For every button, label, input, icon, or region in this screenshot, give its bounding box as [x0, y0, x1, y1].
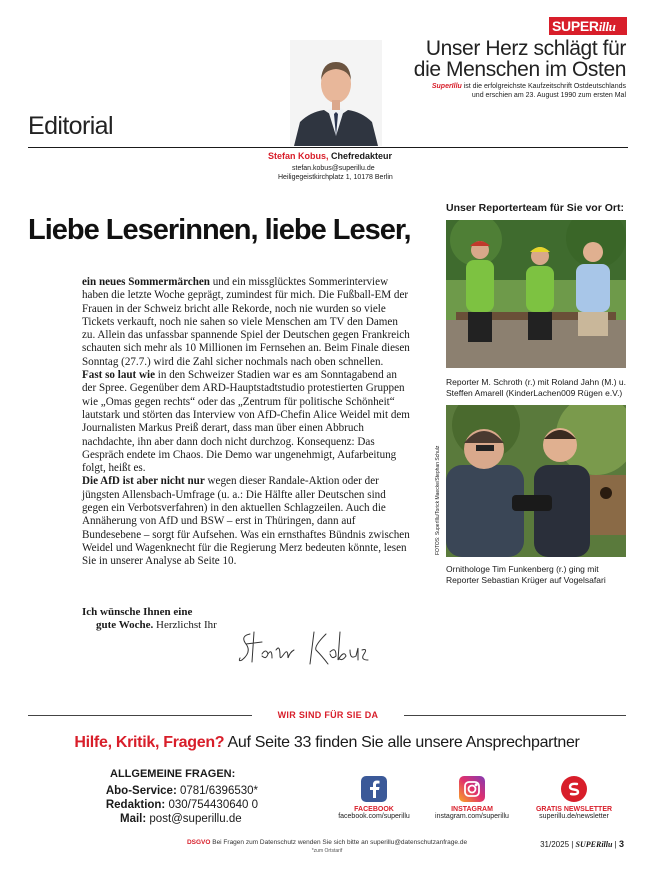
paragraph-2-lead: Fast so laut wie — [82, 369, 156, 382]
footer-brand: SUPERillu — [575, 840, 613, 849]
closing-bold: gute Woche. — [96, 619, 154, 631]
editor-role: Chefredakteur — [328, 151, 393, 161]
editor-name-line — [268, 151, 392, 162]
reporter-photo-1 — [446, 220, 626, 368]
mail-contact — [80, 812, 258, 827]
paragraph-3-text: wegen dieser Randale-Aktion oder der jüngsten Allensbach-Umfrage (u. a.: Die Hälfte aller Deutschen sind gegen ein Verbotsverfahren) in den aktuellen Schlagzeilen. Auch die Annäherung von AfD und BSW – erst in Thüringen, dann auf Bundesebene – sorgt für Aufsehen. Was ein ernsthaftes Bündnis zwischen Weidel und Wagenknecht für die Regierung Merz bedeuten könnte, lesen Sie in unserer Analyse ab Seite 10. — [82, 475, 410, 568]
abo-phone[interactable]: 0781/6396530* — [176, 785, 258, 797]
superillu-logo — [549, 17, 627, 35]
banner-rule-left — [28, 715, 252, 716]
photo-caption-2: Ornithologe Tim Funkenberg (r.) ging mit Reporter Sebastian Krüger auf Vogelsafari — [446, 564, 606, 585]
header-rule — [28, 147, 628, 148]
section-title: Editorial — [28, 112, 113, 140]
help-line-red: Hilfe, Kritik, Fragen? — [74, 734, 225, 751]
editorial-body — [82, 276, 412, 569]
tagline — [376, 82, 626, 100]
editor-name: Stefan Kobus, — [268, 151, 329, 161]
dsgvo-text: Bei Fragen zum Datenschutz wenden Sie sich bitte an superillu@datenschutzanfrage.de — [210, 839, 468, 846]
newsletter-label: GRATIS NEWSLETTER — [535, 806, 613, 813]
slogan — [366, 38, 626, 80]
redaktion-phone[interactable]: 030/754430640 0 — [165, 799, 258, 811]
abo-service — [80, 784, 258, 799]
redaktion-label: Redaktion: — [105, 799, 166, 811]
editor-email[interactable]: stefan.kobus@superillu.de — [292, 165, 375, 172]
mail-label: Mail: — [120, 813, 147, 825]
newsletter-link[interactable] — [529, 776, 619, 820]
newsletter-icon — [561, 776, 587, 802]
headline: Liebe Leserinnen, liebe Leser, — [28, 214, 411, 246]
photo-credit — [434, 425, 444, 555]
newsletter-url[interactable]: superillu.de/newsletter — [539, 813, 609, 820]
paragraph-3-lead: Die AfD ist aber nicht nur — [82, 475, 205, 488]
logo-super-text: SUPER — [552, 18, 599, 34]
slogan-line-2: die Menschen im Osten — [413, 58, 626, 81]
paragraph-2 — [82, 369, 412, 475]
tagline-brand: SuperIllu — [431, 83, 462, 90]
general-questions-heading: ALLGEMEINE FRAGEN: — [110, 768, 236, 780]
tagline-text-2: und erschien am 23. August 1990 zum ersten Mal — [471, 92, 626, 99]
instagram-label: INSTAGRAM — [451, 806, 493, 813]
paragraph-3 — [82, 475, 412, 568]
instagram-icon — [459, 776, 485, 802]
photo-caption-1: Reporter M. Schroth (r.) mit Roland Jahn (M.) u. Steffen Amarell (KinderLachen009 Rügen e.V.) — [446, 377, 626, 398]
redaktion-contact — [80, 798, 258, 813]
editor-portrait — [290, 40, 382, 146]
footer-separator: | — [569, 840, 576, 849]
issue-number: 31/2025 — [540, 840, 570, 849]
contact-banner: WIR SIND FÜR SIE DA — [277, 710, 379, 720]
page-number: 3 — [618, 839, 624, 849]
facebook-icon — [361, 776, 387, 802]
abo-label: Abo-Service: — [105, 785, 177, 797]
dsgvo-label: DSGVO — [186, 839, 211, 846]
paragraph-1-text: und ein missglücktes Sommerinterview haben die letzte Woche geprägt, zumindest für mich. Die Fußball-EM der Frauen in der Schweiz bricht alle Rekorde, noch nie wurden so viele Tickets verkauft, noch nie sahen so viele Menschen am TV den Damen zu. Allein das unfassbar spannende Spiel der Deutschen gegen Frankreich schauten sich mehr als 10 Millionen im Fernsehen an. Beim Finale diesen Sonntag (27.7.) wird die Zahl sicher nochmals nach oben schnellen. — [82, 276, 410, 368]
banner-rule-right — [404, 715, 626, 716]
facebook-label: FACEBOOK — [354, 806, 394, 813]
help-line-text: Auf Seite 33 finden Sie alle unsere Ansprechpartner — [224, 734, 580, 751]
slogan-line-1: Unser Herz schlägt für — [425, 37, 626, 60]
reporter-photo-2 — [446, 405, 626, 557]
facebook-link[interactable] — [329, 776, 419, 820]
closing-line-1: Ich wünsche Ihnen eine — [82, 606, 193, 618]
paragraph-1-lead: ein neues Sommermärchen — [82, 276, 210, 288]
instagram-url[interactable]: instagram.com/superillu — [435, 813, 509, 820]
paragraph-2-text: in den Schweizer Stadien war es am Sonntagabend an der Spree. Gegenüber dem ARD-Hauptstadtstudio protestierten Gruppen wie „Omas gegen rechts“ oder das „Zentrum für politische Schönheit“ lautstark und störten das Interview von AfD-Chefin Alice Weidel mit dem Journalisten Markus Preiß derart, dass man über einen Abbruch nachdachte, ihn aber dann doch nicht durchzog. Konsequenz: Das Gespräch endete im Chaos. Die Demo war ungenehmigt, Aufarbeitung folgt, heißt es. — [82, 369, 410, 475]
tagline-text-1: ist die erfolgreichste Kaufzeitschrift Ostdeutschlands — [461, 83, 626, 90]
editor-address: Heiligegeistkirchplatz 1, 10178 Berlin — [278, 174, 393, 181]
closing-rest: Herzlichst Ihr — [153, 619, 217, 631]
closing — [82, 606, 217, 632]
signature — [236, 624, 376, 670]
footer-separator-2: | — [612, 840, 619, 849]
local-rate-note: *zum Ortstarif — [311, 848, 343, 854]
reporter-team-heading: Unser Reporterteam für Sie vor Ort: — [446, 202, 624, 214]
paragraph-1 — [82, 276, 412, 369]
instagram-link[interactable] — [427, 776, 517, 820]
page-footer — [540, 839, 624, 849]
logo-illu-text: illu — [598, 19, 616, 34]
help-line — [0, 734, 654, 752]
facebook-url[interactable]: facebook.com/superillu — [338, 813, 410, 820]
photo-credit-text: FOTOS: SuperIllu/Torick Maecke/Stephan Schulz — [435, 445, 441, 555]
mail-address[interactable]: post@superillu.de — [146, 813, 242, 825]
